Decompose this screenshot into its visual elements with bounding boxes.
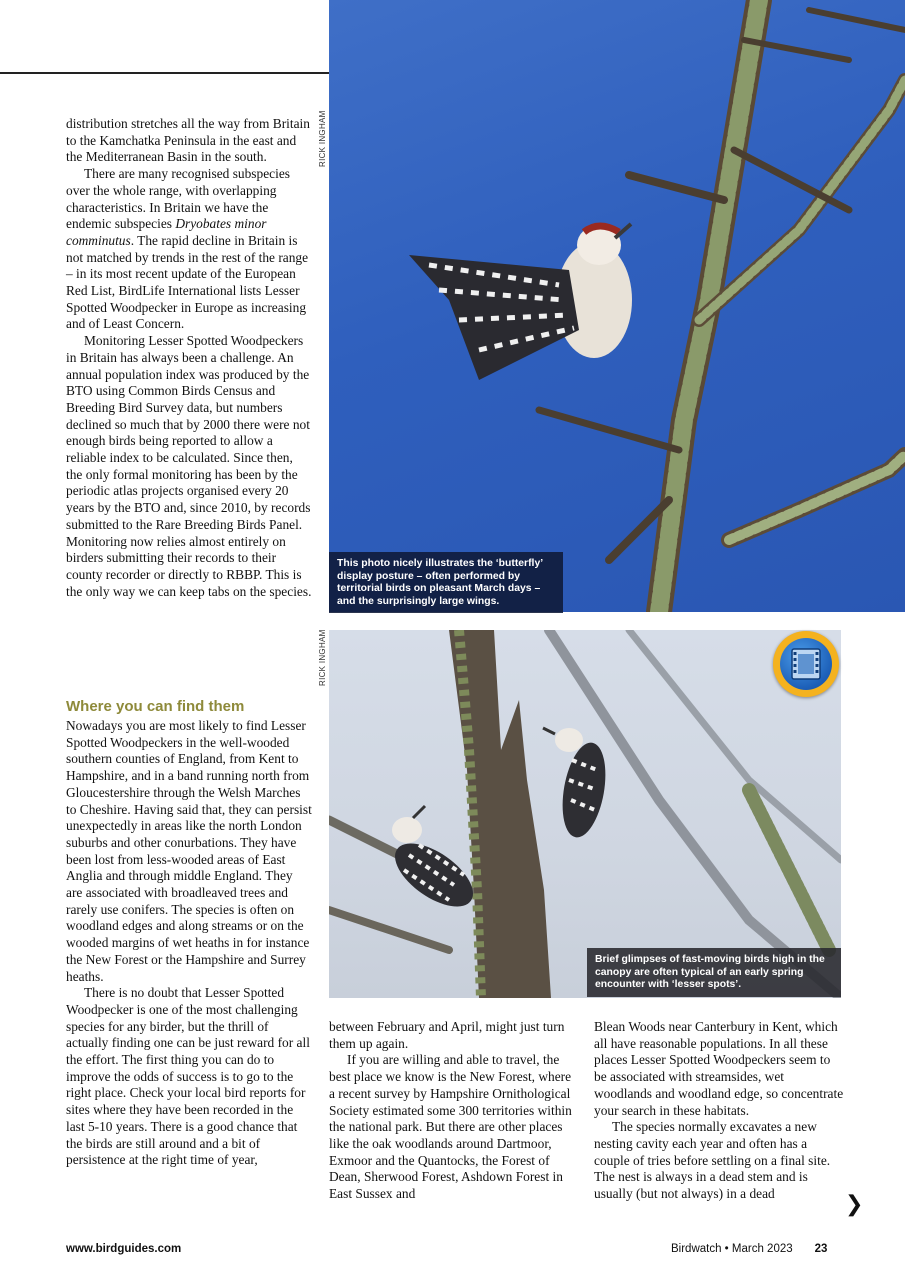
photo-credit-top: RICK INGHAM <box>318 110 327 167</box>
video-badge-button[interactable] <box>773 631 839 697</box>
chevron-right-icon[interactable]: ❯ <box>845 1192 864 1217</box>
top-rule <box>0 72 329 74</box>
woodpecker-butterfly-display-photo <box>329 0 905 612</box>
film-video-icon <box>788 647 824 681</box>
paragraph: Monitoring Lesser Spotted Woodpeckers in Britain has always been a challenge. An annual population index was produced by the BTO using Common Birds Census and Breeding Bird Survey data, but numbers declined so much that by 2000 there were not enough birds being reported to allow a reliable index to be calculated. Since then, the only formal monitoring has been by the periodic atlas projects organised every 20 years by the BTO and, since 2010, by records submitted to the Rare Breeding Birds Panel. Monitoring now relies almost entirely on birders submitting their records to their county recorder or directly to RBBP. This is the only way we can keep tabs on the species. <box>66 333 312 599</box>
magazine-issue: Birdwatch • March 2023 <box>671 1243 793 1255</box>
photo-illustration <box>329 0 905 612</box>
article-column-3 <box>594 1019 844 1203</box>
woodpecker-figure <box>409 224 632 380</box>
article-column-1-top <box>66 116 312 600</box>
woodpeckers-on-trunk-photo <box>329 630 841 998</box>
woodpecker-upper <box>543 728 612 841</box>
paragraph: Nowadays you are most likely to find Lesser Spotted Woodpeckers in the well-wooded southern counties of England, from Kent to Hampshire, and in a band running north from Gloucestershire through the Welsh Marches to Cheshire. Having said that, they can persist unexpectedly in areas like the north London suburbs and other conurbations. They have been lost from less-wooded areas of East Anglia and through middle England. They are associated with broadleaved trees and rarely use conifers. The species is often on woodland edges and along streams or on the wooded margins of wet heaths in for instance the New Forest or the Hampshire and Surrey heaths. <box>66 718 312 984</box>
paragraph: If you are willing and able to travel, the best place we know is the New Forest, where a recent survey by Hampshire Ornithological Society estimated some 300 territories within the national park. But there are other places like the oak woodlands around Dartmoor, Exmoor and the Quantocks, the Forest of Dean, Sherwood Forest, Ashdown Forest in East Sussex and <box>329 1052 572 1202</box>
paragraph: Blean Woods near Canterbury in Kent, which all have reasonable populations. In all these places Lesser Spotted Woodpeckers seem to be associated with streamsides, wet woodlands and woodland edge, so concentrate your search in these habitats. <box>594 1019 844 1118</box>
photo-caption-bottom: Brief glimpses of fast-moving birds high in the canopy are often typical of an early spring encounter with ‘lesser spots’. <box>587 948 841 997</box>
paragraph: The species normally excavates a new nesting cavity each year and often has a couple of tries before settling on a final site. The nest is always in a dead stem and is usually (but not always) in a dead <box>594 1119 831 1202</box>
paragraph: There are many recognised subspecies over the whole range, with overlapping characteristics. In Britain we have the endemic subspecies Dryobates minor comminutus. The rapid decline in Britain is not matched by trends in the rest of the range – in its most recent update of the European Red List, BirdLife International lists Lesser Spotted Woodpecker in Europe as increasing and of Least Concern. <box>66 166 309 332</box>
paragraph: There is no doubt that Lesser Spotted Woodpecker is one of the most challenging species for any birder, but the thrill of actually finding one can be just reward for all the effort. The first thing you can do to improve the odds of success is to go to the right place. Check your local bird reports for sites where they have been recorded in the last 5-10 years. There is a good chance that the birds are still around and a bit of persistence at the right time of year, <box>66 985 310 1168</box>
page-number: 23 <box>814 1243 828 1255</box>
paragraph: distribution stretches all the way from Britain to the Kamchatka Peninsula in the east and the Mediterranean Basin in the south. <box>66 116 310 165</box>
section-heading: Where you can find them <box>66 698 245 715</box>
article-column-2 <box>329 1019 573 1203</box>
species-latin-name: Dryobates minor comminutus <box>66 216 267 248</box>
photo-credit-bottom: RICK INGHAM <box>318 629 327 686</box>
footer-issue <box>671 1243 827 1255</box>
footer-website: www.birdguides.com <box>66 1243 182 1255</box>
paragraph: between February and April, might just turn them up again. <box>329 1019 565 1051</box>
photo-caption-top: This photo nicely illustrates the ‘butterfly’ display posture – often performed by territorial birds on pleasant March days – and the surprisingly large wings. <box>329 552 563 613</box>
photo-illustration <box>329 630 841 998</box>
article-column-1-bottom <box>66 718 312 1169</box>
